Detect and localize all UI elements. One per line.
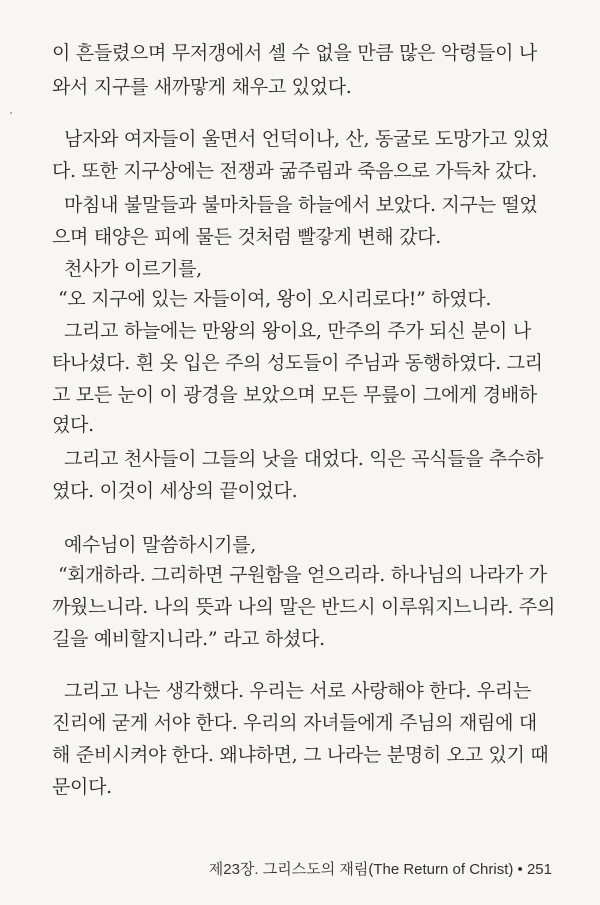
text-line: 마침내 불말들과 불마차들을 하늘에서 보았다. 지구는 떨었 <box>64 194 538 216</box>
text-line: 고 모든 눈이 이 광경을 보았으며 모든 무릎이 그에게 경배하 <box>52 384 537 406</box>
scan-speck <box>10 112 12 114</box>
text-line: 와서 지구를 새까맣게 채우고 있었다. <box>52 76 352 98</box>
text-line: 해 준비시켜야 한다. 왜냐하면, 그 나라는 분명히 오고 있기 때 <box>52 744 549 766</box>
text-line: 이 흔들렸으며 무저갱에서 셀 수 없을 만큼 많은 악령들이 나 <box>52 42 537 64</box>
text-line: “오 지구에 있는 자들이여, 왕이 오시리로다!” 하였다. <box>58 288 492 310</box>
text-line: 그리고 나는 생각했다. 우리는 서로 사랑해야 한다. 우리는 <box>64 680 531 702</box>
text-line: 문이다. <box>52 776 112 798</box>
text-line: 그리고 천사들이 그들의 낫을 대었다. 익은 곡식들을 추수하 <box>64 448 544 470</box>
text-line: 길을 예비할지니라.” 라고 하셨다. <box>52 628 325 650</box>
page-footer: 제23장. 그리스도의 재림(The Return of Christ) • 251 <box>208 861 552 878</box>
text-line: 였다. <box>52 414 94 436</box>
text-line: 까웠느니라. 나의 뜻과 나의 말은 반드시 이루워지느니라. 주의 <box>52 596 556 618</box>
text-line: 남자와 여자들이 울면서 언덕이나, 산, 동굴로 도망가고 있었 <box>64 128 549 150</box>
text-line: “회개하라. 그리하면 구원함을 얻으리라. 하나님의 나라가 가 <box>58 564 547 586</box>
text-line: 진리에 굳게 서야 한다. 우리의 자녀들에게 주님의 재림에 대 <box>52 712 537 734</box>
text-line: 예수님이 말씀하시기를, <box>64 534 257 556</box>
text-line: 다. 또한 지구상에는 전쟁과 굶주림과 죽음으로 가득차 갔다. <box>52 160 537 182</box>
text-line: 타나셨다. 흰 옷 입은 주의 성도들이 주님과 동행하였다. 그리 <box>52 352 543 374</box>
text-line: 였다. 이것이 세상의 끝이었다. <box>52 480 298 502</box>
text-line: 으며 태양은 피에 물든 것처럼 빨갛게 변해 갔다. <box>52 226 441 248</box>
text-line: 그리고 하늘에는 만왕의 왕이요, 만주의 주가 되신 분이 나 <box>64 320 531 342</box>
text-line: 천사가 이르기를, <box>64 258 202 280</box>
